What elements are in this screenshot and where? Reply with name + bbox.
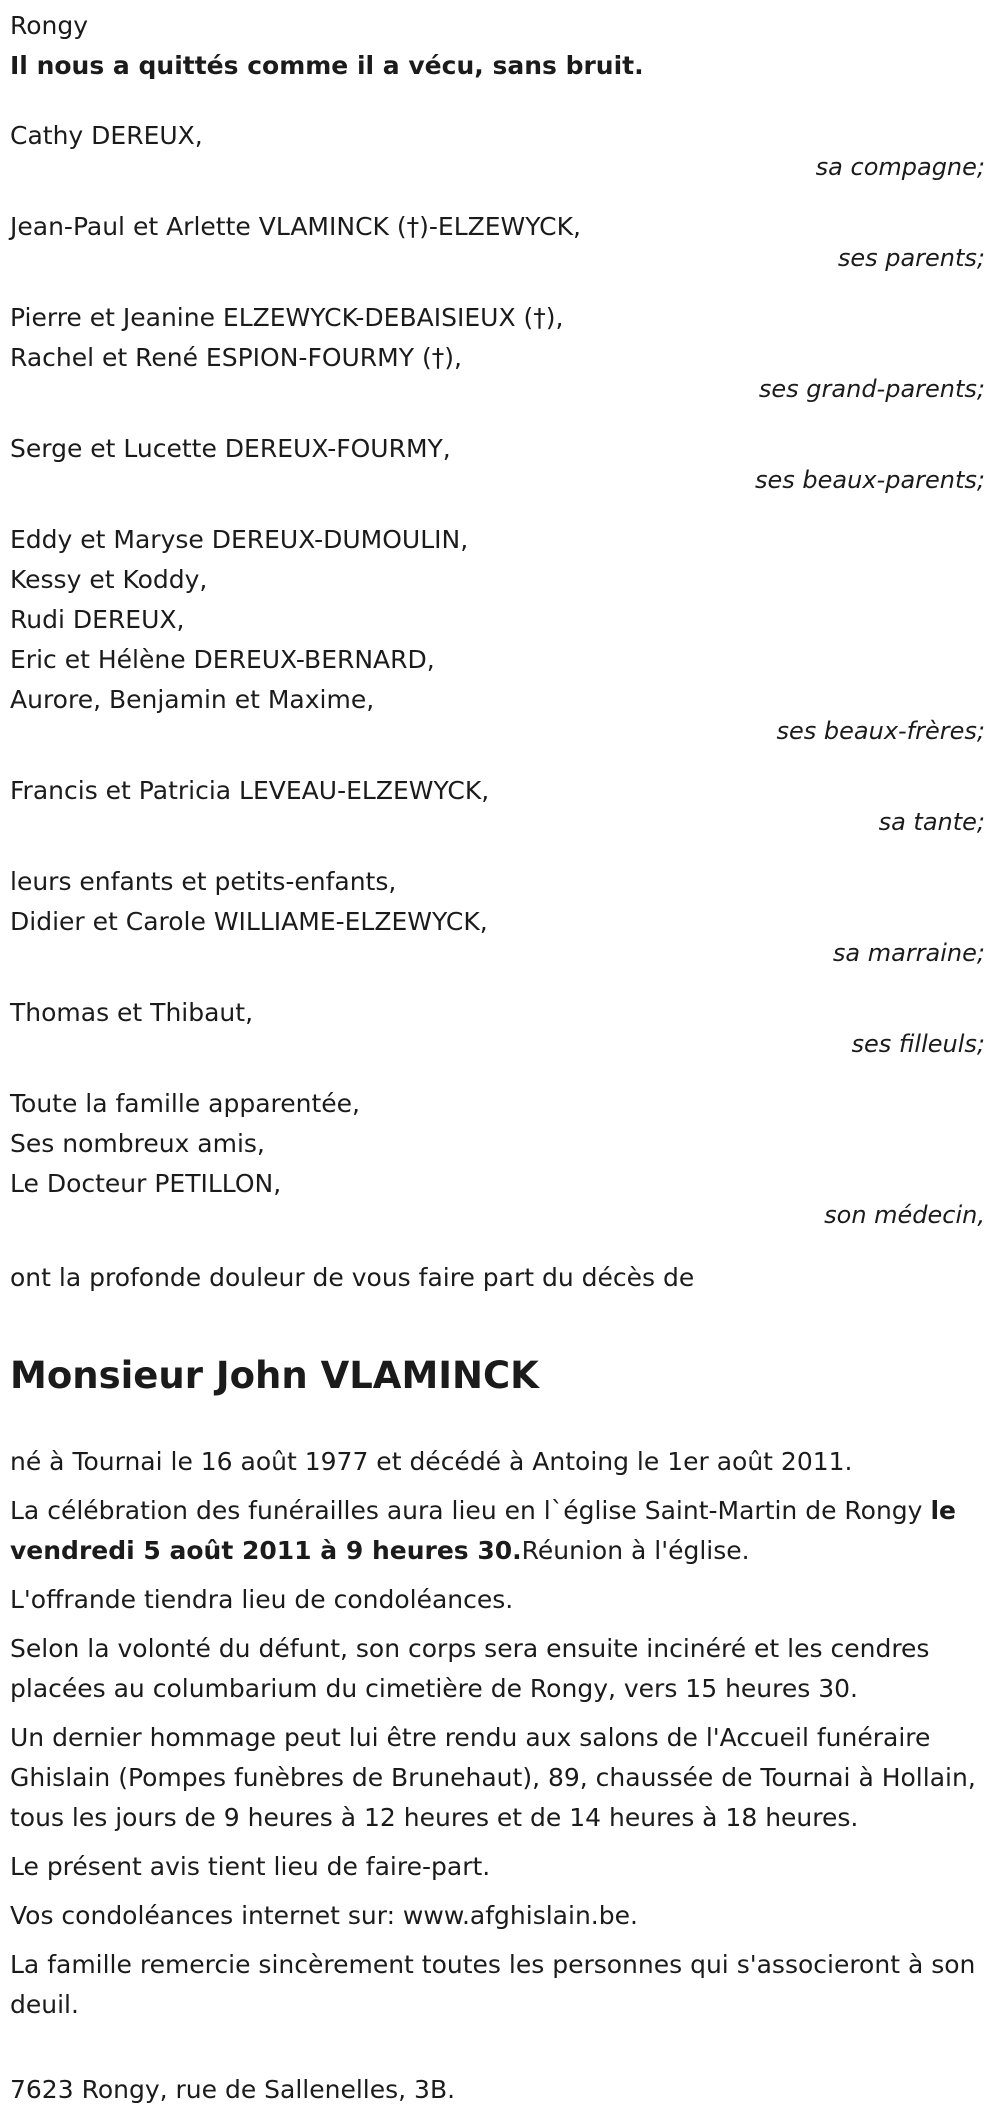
cremation-text: Selon la volonté du défunt, son corps sera ensuite incinéré et les cendres placées au columbarium du cimetière de Rongy, vers 15 heures 30. <box>10 1634 930 1703</box>
family-name: Le Docteur PETILLON, <box>10 1169 282 1198</box>
condolences-text: Vos condoléances internet sur: www.afghislain.be. <box>10 1901 638 1930</box>
deceased-name: Monsieur John VLAMINCK <box>10 1354 539 1397</box>
family-group-grandparents <box>10 298 1000 406</box>
family-name: Aurore, Benjamin et Maxime, <box>10 685 375 714</box>
family-relation: ses beaux-parents; <box>755 466 985 494</box>
birth-death-text: né à Tournai le 16 août 1977 et décédé à Antoing le 1er août 2011. <box>10 1447 853 1476</box>
header-motto: Il nous a quittés comme il a vécu, sans bruit. <box>10 51 644 80</box>
family-relation: son médecin, <box>824 1201 985 1229</box>
family-group-others <box>10 1084 1000 1232</box>
address-text: 7623 Rongy, rue de Sallenelles, 3B. <box>10 2075 456 2104</box>
family-name: Pierre et Jeanine ELZEWYCK-DEBAISIEUX (†), <box>10 303 564 332</box>
ceremony-intro: La célébration des funérailles aura lieu en l`église Saint-Martin de Rongy <box>10 1496 923 1525</box>
thanks-text: La famille remercie sincèrement toutes les personnes qui s'associeront à son deuil. <box>10 1950 976 2019</box>
family-group-parents <box>10 207 1000 275</box>
family-name: leurs enfants et petits-enfants, <box>10 867 397 896</box>
family-relation: ses filleuls; <box>851 1030 985 1058</box>
family-name: Serge et Lucette DEREUX-FOURMY, <box>10 434 451 463</box>
family-name: Rachel et René ESPION-FOURMY (†), <box>10 343 462 372</box>
family-group-brothers-in-law <box>10 520 1000 748</box>
ceremony-date: le vendredi 5 août 2011 à 9 heures 30. <box>10 1496 956 1565</box>
tribute-text: Un dernier hommage peut lui être rendu aux salons de l'Accueil funéraire Ghislain (Pompes funèbres de Brunehaut), 89, chaussée de Tournai à Hollain, tous les jours de 9 heures à 12 heures et de 14 heures à 18 heures. <box>10 1723 976 1832</box>
family-name: Francis et Patricia LEVEAU-ELZEWYCK, <box>10 776 490 805</box>
family-relation: ses beaux-frères; <box>776 717 985 745</box>
family-name: Didier et Carole WILLIAME-ELZEWYCK, <box>10 907 488 936</box>
family-name: Kessy et Koddy, <box>10 565 208 594</box>
notice-text: Le présent avis tient lieu de faire-part. <box>10 1852 491 1881</box>
family-group-parents-in-law <box>10 429 1000 497</box>
family-relation: ses grand-parents; <box>758 375 985 403</box>
family-relation: sa marraine; <box>832 939 985 967</box>
family-group-godmother <box>10 862 1000 970</box>
family-list <box>10 116 1000 1232</box>
family-name: Cathy DEREUX, <box>10 121 203 150</box>
family-relation: ses parents; <box>837 244 985 272</box>
announcement-text: ont la profonde douleur de vous faire part du décès de <box>10 1263 695 1292</box>
family-name: Thomas et Thibaut, <box>10 998 254 1027</box>
ceremony-paragraph <box>10 1491 990 1571</box>
family-name: Eric et Hélène DEREUX-BERNARD, <box>10 645 435 674</box>
family-name: Eddy et Maryse DEREUX-DUMOULIN, <box>10 525 469 554</box>
family-group-companion <box>10 116 1000 184</box>
family-name: Ses nombreux amis, <box>10 1129 265 1158</box>
family-name: Rudi DEREUX, <box>10 605 185 634</box>
family-group-godchildren <box>10 993 1000 1061</box>
family-relation: sa tante; <box>878 808 985 836</box>
family-name: Jean-Paul et Arlette VLAMINCK (†)-ELZEWYCK, <box>10 212 581 241</box>
offering-text: L'offrande tiendra lieu de condoléances. <box>10 1585 514 1614</box>
header-place: Rongy <box>10 11 89 40</box>
ceremony-meeting: Réunion à l'église. <box>521 1536 750 1565</box>
family-group-aunt <box>10 771 1000 839</box>
family-relation: sa compagne; <box>815 153 985 181</box>
family-name: Toute la famille apparentée, <box>10 1089 360 1118</box>
